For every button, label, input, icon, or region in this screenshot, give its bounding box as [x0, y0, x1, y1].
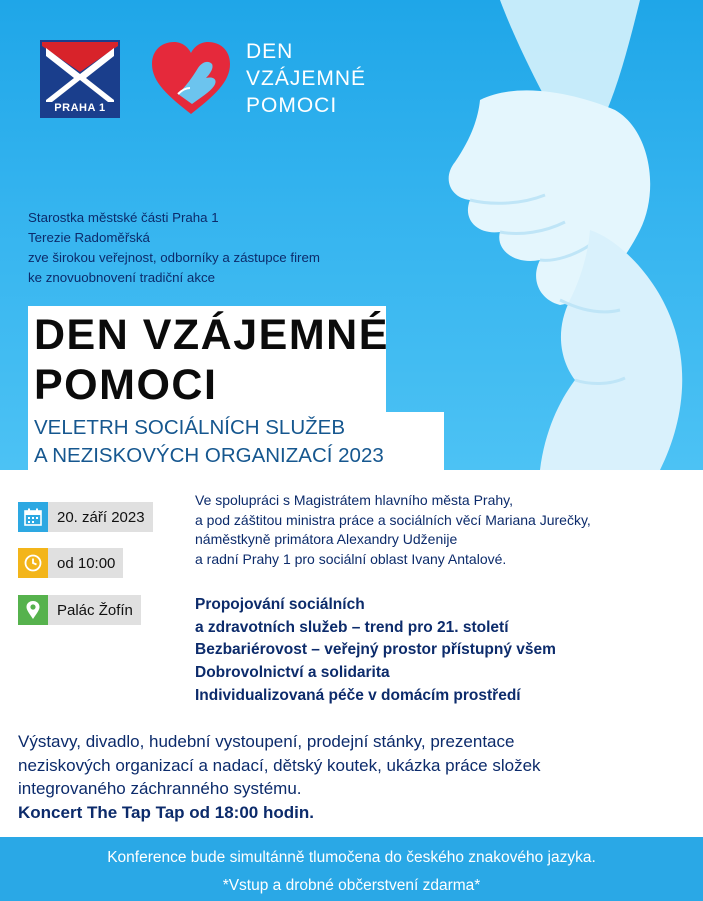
place-text: Palác Žofín: [57, 601, 133, 619]
time-text: od 10:00: [57, 554, 116, 572]
footer-interpretation-note: Konference bude simultánně tlumočena do českého znakového jazyka.: [107, 849, 596, 866]
time-badge: [18, 548, 123, 578]
event-subtitle-line: VELETRH SOCIÁLNÍCH SLUŽEB: [34, 416, 345, 439]
cooperation-text: [195, 491, 591, 569]
clock-icon: [18, 548, 48, 578]
place-badge: [18, 595, 141, 625]
invitation-line: zve širokou veřejnost, odborníky a zástupce firem: [28, 250, 320, 265]
footer-free-entry-note: *Vstup a drobné občerstvení zdarma*: [222, 877, 481, 894]
invitation-line: Starostka městské části Praha 1: [28, 210, 219, 225]
invitation-line: Terezie Radoměřská: [28, 230, 150, 245]
topic-line: Bezbariérovost – veřejný prostor přístupný všem: [195, 641, 556, 659]
topics-list: [195, 594, 556, 708]
praha-1-logo-text: PRAHA 1: [54, 102, 106, 114]
concert-line: Koncert The Tap Tap od 18:00 hodin.: [18, 802, 314, 822]
invitation-line: ke znovuobnovení tradiční akce: [28, 270, 216, 285]
event-logo-line: POMOCI: [246, 94, 338, 117]
topic-line: Dobrovolnictví a solidarita: [195, 664, 390, 682]
praha-1-logo: [40, 40, 120, 118]
cooperation-line: Ve spolupráci s Magistrátem hlavního města Prahy,: [195, 492, 514, 508]
program-line: neziskových organizací a nadací, dětský koutek, ukázka práce složek: [18, 755, 541, 775]
event-subtitle: [34, 414, 384, 470]
event-title-line: POMOCI: [34, 361, 218, 409]
date-badge: [18, 502, 153, 532]
invitation-text: [28, 208, 320, 288]
cooperation-line: náměstkyně primátora Alexandry Udženije: [195, 531, 458, 547]
event-title: [34, 310, 389, 410]
program-line: Výstavy, divadlo, hudební vystoupení, prodejní stánky, prezentace: [18, 732, 515, 751]
calendar-icon: [18, 502, 48, 532]
location-pin-icon: [18, 595, 48, 625]
event-logo-text: [246, 38, 366, 119]
program-line: integrovaného záchranného systému.: [18, 779, 302, 798]
topic-line: Individualizovaná péče v domácím prostředí: [195, 686, 521, 704]
event-subtitle-line: A NEZISKOVÝCH ORGANIZACÍ 2023: [34, 444, 384, 467]
cooperation-line: a pod záštitou ministra práce a sociálních věcí Mariana Jurečky,: [195, 511, 591, 528]
event-logo-line: VZÁJEMNÉ: [246, 67, 367, 90]
event-title-line: DEN VZÁJEMNÉ: [34, 311, 389, 359]
event-logo-line: DEN: [246, 40, 294, 63]
heart-hand-logo-icon: [148, 38, 234, 118]
topic-line: a zdravotních služeb – trend pro 21. století: [195, 618, 509, 636]
date-text: 20. září 2023: [57, 508, 145, 526]
footer-banner: [0, 837, 703, 901]
cooperation-line: a radní Prahy 1 pro sociální oblast Ivany Antalové.: [195, 550, 507, 567]
topic-line: Propojování sociálních: [195, 596, 365, 613]
program-description: [18, 730, 541, 824]
